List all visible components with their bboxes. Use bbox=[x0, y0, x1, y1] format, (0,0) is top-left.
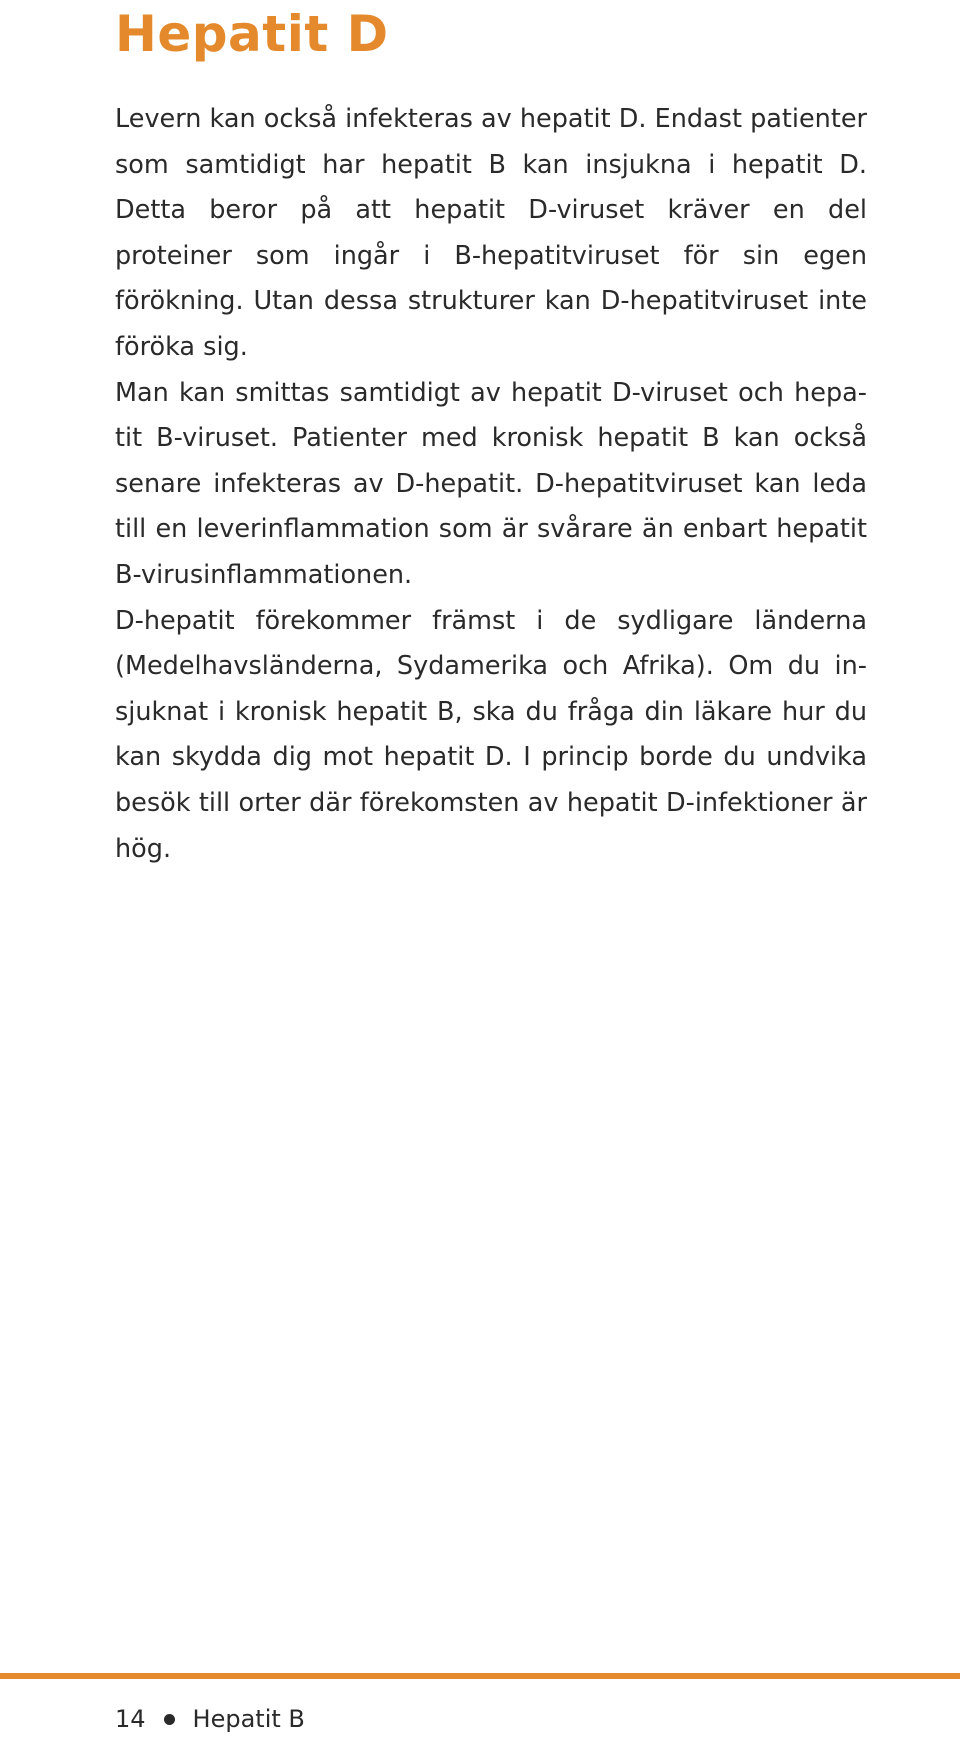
paragraph: D-hepatit förekommer främst i de sydligare länderna (Medelhavsländerna, Sydamerika och Afrika). Om du insjuknat i kronisk hepatit B, ska du fråga din läkare hur du kan skydda dig mot hepatit D. I princip borde du undvika besök till orter där förekomsten av hepatit D-infektioner är hög. bbox=[115, 605, 867, 864]
paragraph: Man kan smittas samtidigt av hepatit D-viruset och hepatit B-viruset. Patienter med kronisk hepatit B kan också senare infekteras av D-hepatit. D-hepatitviruset kan leda till en leverinflammation som är svårare än enbart hepatit B-virusinflammationen. bbox=[115, 377, 867, 590]
paragraph: Levern kan också infekteras av hepatit D. Endast patienter som samtidigt har hepatit B kan insjukna i hepatit D. Detta beror på att hepatit D-viruset kräver en del proteiner som ingår i B-hepatitviruset för sin egen förökning. Utan dessa strukturer kan D-hepatitviruset inte föröka sig. bbox=[115, 104, 867, 362]
page-footer bbox=[115, 1702, 305, 1736]
bullet-icon bbox=[164, 1714, 175, 1725]
footer-divider bbox=[0, 1673, 960, 1679]
page-number: 14 bbox=[115, 1705, 146, 1733]
page-title: Hepatit D bbox=[115, 5, 389, 63]
footer-section-title: Hepatit B bbox=[192, 1705, 305, 1733]
body-text bbox=[115, 97, 867, 872]
